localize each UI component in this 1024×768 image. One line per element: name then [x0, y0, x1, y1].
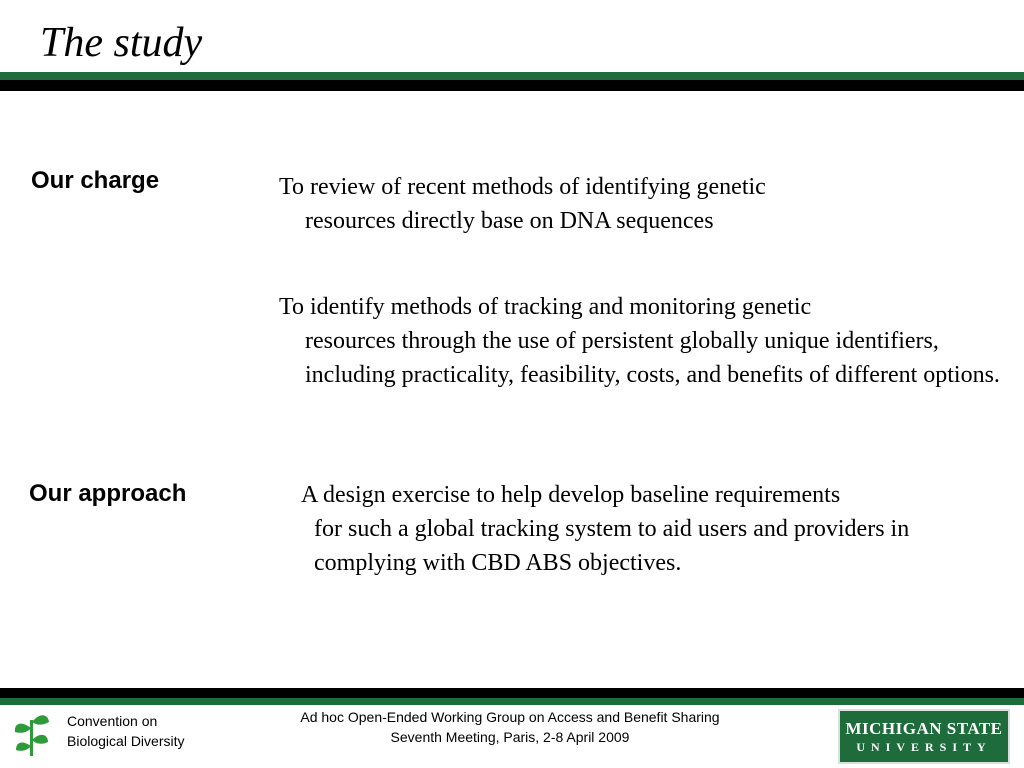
- paragraph-continuation: resources through the use of persistent globally unique identifiers, including practicality, feasibility, costs, and benefits of different options.: [305, 328, 1000, 388]
- msu-logo: [838, 709, 1010, 764]
- slide-title: The study: [40, 20, 203, 66]
- paragraph-first-line: To review of recent methods of identifying genetic: [279, 174, 766, 200]
- footer-green-bar: [0, 698, 1024, 705]
- msu-logo-line2: UNIVERSITY: [856, 739, 992, 754]
- paragraph-first-line: A design exercise to help develop baseline requirements: [301, 482, 841, 508]
- cbd-name-line2: Biological Diversity: [67, 733, 185, 749]
- meeting-info-line1: Ad hoc Open-Ended Working Group on Access and Benefit Sharing: [300, 709, 720, 725]
- approach-paragraph: [301, 478, 1006, 580]
- header-black-bar: [0, 80, 1024, 91]
- section-label-approach: Our approach: [29, 480, 187, 507]
- msu-logo-line1: MICHIGAN STATE: [845, 718, 1003, 738]
- charge-paragraph-1: [279, 170, 1009, 238]
- paragraph-continuation: for such a global tracking system to aid users and providers in complying with CBD ABS objectives.: [314, 516, 910, 576]
- paragraph-first-line: To identify methods of tracking and monitoring genetic: [279, 294, 812, 320]
- cbd-name: [67, 711, 184, 751]
- cbd-leaf-logo-icon: [12, 710, 52, 758]
- section-label-charge: Our charge: [31, 167, 160, 194]
- meeting-info-line2: Seventh Meeting, Paris, 2-8 April 2009: [390, 729, 630, 745]
- charge-paragraph-2: [279, 290, 1009, 392]
- meeting-info: [240, 707, 780, 747]
- paragraph-continuation: resources directly base on DNA sequences: [305, 208, 714, 234]
- footer-black-bar: [0, 688, 1024, 698]
- cbd-name-line1: Convention on: [67, 713, 158, 729]
- header-green-bar: [0, 72, 1024, 80]
